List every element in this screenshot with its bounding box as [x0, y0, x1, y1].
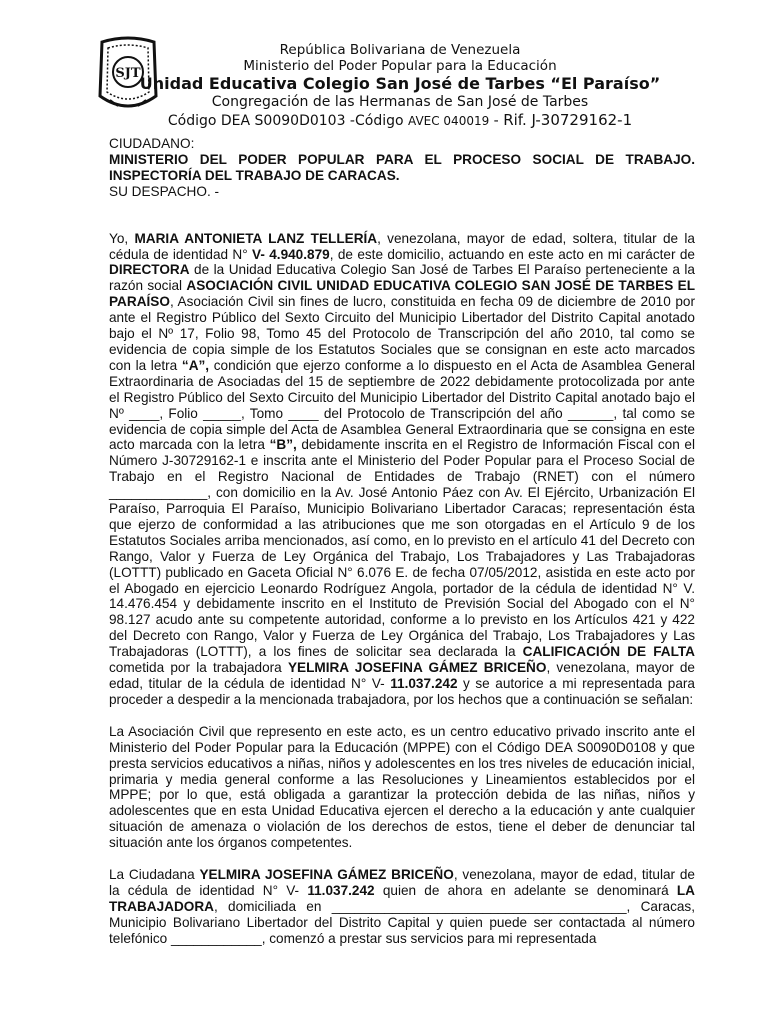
- paragraph-3: La Ciudadana YELMIRA JOSEFINA GÁMEZ BRICEÑO, venezolana, mayor de edad, titular de la cédula de identidad N° V- 11.037.242 quien de ahora en adelante se denominará LA TRABAJADORA, domiciliada en _______________________________________, Caracas, Municipio Bolivariano Libertador del Distrito Capital y quien puede ser contactada al número telefónico ____________, comenzó a prestar sus servicios para mi representada: [109, 867, 695, 946]
- worker-designation: LA TRABAJADORA: [109, 882, 695, 914]
- paragraph-1: Yo, MARIA ANTONIETA LANZ TELLERÍA, venezolana, mayor de edad, soltera, titular de la cédula de identidad N° V- 4.940.879, de este domicilio, actuando en este acto en mi carácter de DIRECTORA de la Unidad Educativa Colegio San José de Tarbes El Paraíso perteneciente a la razón social ASOCIACIÓN CIVIL UNIDAD EDUCATIVA COLEGIO SAN JOSÉ DE TARBES EL PARAÍSO, Asociación Civil sin fines de lucro, constituida en fecha 09 de diciembre de 2010 por ante el Registro Público del Sexto Circuito del Municipio Libertador del Distrito Capital anotado bajo el Nº 17, Folio 98, Tomo 45 del Protocolo de Transcripción del año 2010, tal como se evidencia de copia simple de los Estatutos Sociales que se consignan en este acto marcados con la letra “A”, condición que ejerzo conforme a lo dispuesto en el Acta de Asamblea General Extraordinaria de Asociadas del 15 de septiembre de 2022 debidamente protocolizada por ante el Registro Público del Sexto Circuito del Municipio Libertador del Distrito Capital anotado bajo el Nº ____, Folio _____, Tomo ____ del Protocolo de Transcripción del año ______, tal como se evidencia de copia simple del Acta de Asamblea General Extraordinaria que se consigna en este acto marcada con la letra “B”, debidamente inscrita en el Registro de Información Fiscal con el Número J-30729162-1 e inscrita ante el Ministerio del Poder Popular para el Proceso Social de Trabajo en el Registro Nacional de Entidades de Trabajo (RNET) con el número _____________, con domicilio en la Av. José Antonio Páez con Av. El Ejército, Urbanización El Paraíso, Parroquia El Paraíso, Municipio Bolivariano Libertador Caracas; representación ésta que ejerzo de conformidad a las atribuciones que me son otorgadas en el Artículo 9 de los Estatutos Sociales arriba mencionados, así como, en lo previsto en el artículo 41 del Decreto con Rango, Valor y Fuerza de Ley Orgánica del Trabajo, Los Trabajadores y Las Trabajadoras (LOTTT) publicado en Gaceta Oficial N° 6.076 E. de fecha 07/05/2012, asistida en este acto por el Abogado en ejercicio Leonardo Rodríguez Angola, portador de la cédula de identidad N° V. 14.476.454 y debidamente inscrito en el Instituto de Previsión Social del Abogado con el N° 98.127 acudo ante su competente autoridad, conforme a lo previsto en los Artículos 421 y 422 del Decreto con Rango, Valor y Fuerza de Ley Orgánica del Trabajo, Los Trabajadores y Las Trabajadoras (LOTTT), a los fines de solicitar sea declarada la CALIFICACIÓN DE FALTA cometida por la trabajadora YELMIRA JOSEFINA GÁMEZ BRICEÑO, venezolana, mayor de edad, titular de la cédula de identidad N° V- 11.037.242 y se autorice a mi representada para proceder a despedir a la mencionada trabajadora, por los hechos que a continuación se señalan:: [109, 230, 695, 707]
- request-type: CALIFICACIÓN DE FALTA: [522, 644, 695, 660]
- header-country: República Bolivariana de Venezuela: [279, 42, 521, 58]
- seal-text: SJT: [115, 66, 141, 81]
- recipient: MINISTERIO DEL PODER POPULAR PARA EL PROCESO SOCIAL DE TRABAJO. INSPECTORÍA DEL TRABAJO DE CARACAS.: [109, 151, 695, 183]
- signatory-id: V- 4.940.879: [252, 246, 330, 262]
- header-avec-code: AVEC 040019: [408, 114, 490, 128]
- signatory-name: MARIA ANTONIETA LANZ TELLERÍA: [134, 230, 378, 246]
- annex-b: “B”,: [269, 437, 297, 453]
- header-school-name: Unidad Educativa Colegio San José de Tarbes “El Paraíso”: [139, 74, 661, 93]
- worker-name: YELMIRA JOSEFINA GÁMEZ BRICEÑO: [287, 660, 547, 676]
- header-congregation: Congregación de las Hermanas de San José de Tarbes: [211, 94, 589, 110]
- worker-name-2: YELMIRA JOSEFINA GÁMEZ BRICEÑO: [199, 867, 454, 883]
- paragraph-2: La Asociación Civil que represento en este acto, es un centro educativo privado inscrito ante el Ministerio del Poder Popular para la Educación (MPPE) con el Código DEA S0090D0108 y que presta servicios educativos a niñas, niños y adolescentes en los tres niveles de educación inicial, primaria y media general conforme a las Resoluciones y Lineamientos establecidos por el MPPE; por lo que, está obligada a garantizar la protección debida de las niñas, niños y adolescentes que en esta Unidad Educativa ejercen el derecho a la educación y ante cualquier situación de amenaza o violación de los derechos de estos, tiene el deber de denunciar tal situación ante los órganos competentes.: [109, 723, 695, 851]
- signatory-role: DIRECTORA: [109, 262, 190, 278]
- letterhead: [120, 42, 680, 130]
- header-ministry: Ministerio del Poder Popular para la Educación: [243, 58, 557, 74]
- header-separator: -: [489, 113, 504, 129]
- annex-a: “A”,: [181, 357, 210, 373]
- letter-body: [109, 136, 695, 947]
- worker-id-2: 11.037.242: [307, 882, 375, 898]
- salutation: CIUDADANO:: [109, 136, 195, 151]
- closing-line: SU DESPACHO. -: [109, 183, 220, 199]
- header-codes: [120, 111, 680, 130]
- header-rif: Rif. J-30729162-1: [503, 111, 633, 129]
- association-name: ASOCIACIÓN CIVIL UNIDAD EDUCATIVA COLEGIO SAN JOSÉ DE TARBES EL PARAÍSO: [109, 278, 695, 310]
- worker-id: 11.037.242: [390, 676, 458, 691]
- header-dea-code: Código DEA S0090D0103 -Código: [167, 113, 408, 129]
